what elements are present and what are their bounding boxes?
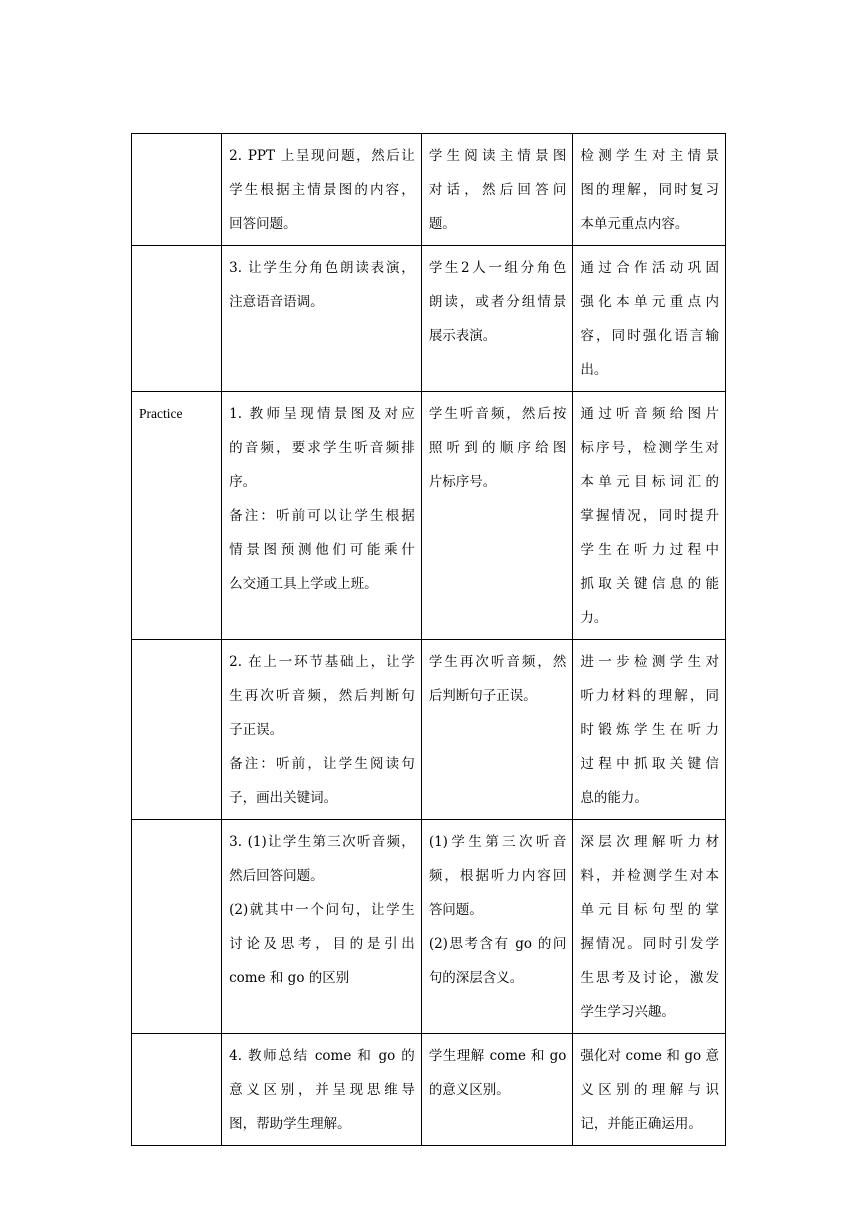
cell-text-line: 学生阅读主情景图 — [428, 148, 567, 164]
cell-text-line: 的意义区别。 — [428, 1082, 510, 1098]
design-purpose-cell — [573, 1034, 726, 1146]
stage-cell — [132, 1034, 222, 1146]
cell-text-line: 1. 教师呈现情景图及对应 — [229, 406, 415, 422]
cell-text-line: 意义区别，并呈现思维导 — [229, 1082, 415, 1098]
cell-text-line: 学生根据主情景图的内容， — [229, 182, 415, 198]
cell-text-line: 朗读，或者分组情景 — [428, 294, 567, 310]
cell-text-line: 然后回答问题。 — [229, 868, 324, 884]
cell-text-line: 通过听音频给图片 — [580, 406, 719, 422]
cell-text-line: 记，并能正确运用。 — [580, 1116, 702, 1132]
cell-text-line: 子，画出关键词。 — [229, 790, 338, 806]
table-row — [132, 134, 726, 246]
cell-text-line: 检测学生对主情景 — [580, 148, 719, 164]
table-row — [132, 246, 726, 392]
table-row — [132, 1034, 726, 1146]
cell-text-line: 备注：听前，让学生阅读句 — [229, 756, 415, 772]
cell-text-line: 注意语音语调。 — [229, 294, 324, 310]
cell-text-line: 2. PPT 上呈现问题，然后让 — [229, 148, 415, 164]
cell-text-line: 单元目标句型的掌 — [580, 902, 719, 918]
lesson-plan-body — [132, 134, 726, 1146]
cell-text-line: 本单元目标词汇的 — [580, 474, 719, 490]
cell-text-line: 容，同时强化语言输 — [580, 328, 719, 344]
student-activity-cell — [421, 1034, 573, 1146]
cell-text-line: 后判断句子正误。 — [428, 688, 537, 704]
stage-cell — [132, 820, 222, 1034]
cell-text-line: come 和 go 的区别 — [229, 970, 350, 986]
cell-text-line: 时锻炼学生在听力 — [580, 722, 719, 738]
design-purpose-cell — [573, 134, 726, 246]
teacher-activity-cell — [222, 134, 422, 246]
cell-text-line: 本单元重点内容。 — [580, 216, 689, 232]
cell-text-line: 出。 — [580, 362, 608, 378]
cell-text-line: 讨论及思考，目的是引出 — [229, 936, 415, 952]
cell-text-line: 的音频，要求学生听音频排 — [229, 440, 415, 456]
table-row — [132, 392, 726, 640]
design-purpose-cell — [573, 640, 726, 820]
cell-text-line: 3. (1)让学生第三次听音频， — [229, 834, 415, 850]
cell-text-line: 生再次听音频，然后判断句 — [229, 688, 415, 704]
stage-cell: Practice — [132, 392, 222, 640]
teacher-activity-cell — [222, 392, 422, 640]
teacher-activity-cell — [222, 820, 422, 1034]
design-purpose-cell — [573, 820, 726, 1034]
cell-text-line: 深层次理解听力材 — [580, 834, 719, 850]
cell-text-line: 听力材料的理解，同 — [580, 688, 719, 704]
cell-text-line: 2. 在上一环节基础上，让学 — [229, 654, 415, 670]
cell-text-line: 强化本单元重点内 — [580, 294, 719, 310]
cell-text-line: 义区别的理解与识 — [580, 1082, 719, 1098]
cell-text-line: 学生学习兴趣。 — [580, 1004, 675, 1020]
student-activity-cell — [421, 640, 573, 820]
cell-text-line: 过程中抓取关键信 — [580, 756, 719, 772]
cell-text-line: 通过合作活动巩固 — [580, 260, 719, 276]
cell-text-line: 情景图预测他们可能乘什 — [229, 542, 415, 558]
cell-text-line: 子正误。 — [229, 722, 284, 738]
teacher-activity-cell — [222, 246, 422, 392]
student-activity-cell — [421, 820, 573, 1034]
cell-text-line: 强化对 come 和 go 意 — [580, 1048, 719, 1064]
cell-text-line: 生思考及讨论，激发 — [580, 970, 719, 986]
cell-text-line: (2)就其中一个问句，让学生 — [229, 902, 415, 918]
design-purpose-cell — [573, 246, 726, 392]
cell-text-line: 料，并检测学生对本 — [580, 868, 719, 884]
cell-text-line: 图，帮助学生理解。 — [229, 1116, 351, 1132]
cell-text-line: 图的理解，同时复习 — [580, 182, 719, 198]
cell-text-line: 句的深层含义。 — [428, 970, 524, 986]
cell-text-line: 对话，然后回答问 — [428, 182, 567, 198]
cell-text-line: 照听到的顺序给图 — [428, 440, 567, 456]
stage-cell — [132, 640, 222, 820]
cell-text-line: 抓取关键信息的能 — [580, 576, 719, 592]
cell-text-line: 掌握情况，同时提升 — [580, 508, 719, 524]
cell-text-line: 4. 教师总结 come 和 go 的 — [229, 1048, 415, 1064]
cell-text-line: 频，根据听力内容回 — [428, 868, 567, 884]
student-activity-cell — [421, 246, 573, 392]
cell-text-line: 答问题。 — [428, 902, 483, 918]
cell-text-line: 备注：听前可以让学生根据 — [229, 508, 415, 524]
table-row — [132, 640, 726, 820]
cell-text-line: (2)思考含有 go 的问 — [428, 936, 567, 952]
cell-text-line: 3. 让学生分角色朗读表演， — [229, 260, 415, 276]
cell-text-line: 展示表演。 — [428, 328, 497, 344]
cell-text-line: 学生2人一组分角色 — [428, 260, 567, 276]
cell-text-line: 力。 — [580, 610, 608, 626]
cell-text-line: 回答问题。 — [229, 216, 297, 232]
cell-text-line: 握情况。同时引发学 — [580, 936, 719, 952]
cell-text-line: 息的能力。 — [580, 790, 648, 806]
cell-text-line: 么交通工具上学或上班。 — [229, 576, 378, 592]
student-activity-cell — [421, 134, 573, 246]
cell-text-line: 学生理解 come 和 go — [428, 1048, 567, 1064]
cell-text-line: 标序号，检测学生对 — [580, 440, 719, 456]
cell-text-line: 题。 — [428, 216, 456, 232]
design-purpose-cell — [573, 392, 726, 640]
stage-cell — [132, 246, 222, 392]
lesson-plan-table — [131, 133, 726, 1146]
stage-cell — [132, 134, 222, 246]
cell-text-line: 进一步检测学生对 — [580, 654, 719, 670]
cell-text-line: 序。 — [229, 474, 257, 490]
teacher-activity-cell — [222, 1034, 422, 1146]
cell-text-line: 学生再次听音频，然 — [428, 654, 567, 670]
cell-text-line: 学生听音频，然后按 — [428, 406, 567, 422]
cell-text-line: 片标序号。 — [428, 474, 497, 490]
table-row — [132, 820, 726, 1034]
cell-text-line: (1)学生第三次听音 — [428, 834, 567, 850]
student-activity-cell — [421, 392, 573, 640]
teacher-activity-cell — [222, 640, 422, 820]
cell-text-line: 学生在听力过程中 — [580, 542, 719, 558]
